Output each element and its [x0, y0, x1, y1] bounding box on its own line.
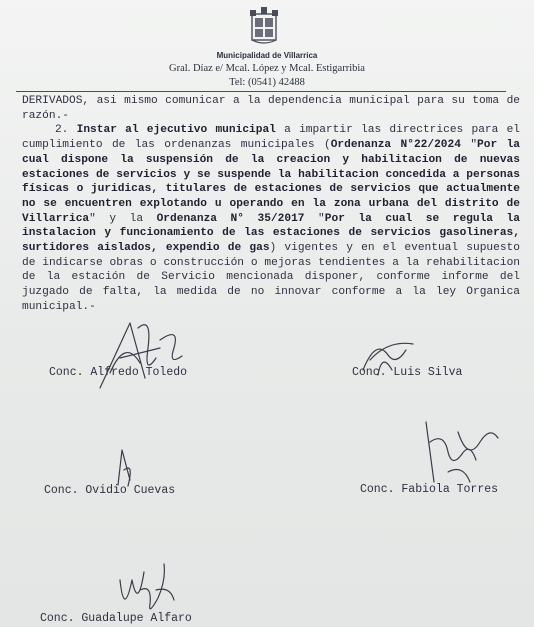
paragraph-2-text-3: " y la: [89, 212, 157, 225]
ordinance-35-2017-title: Por la cual se regula la instalacion y funcionamiento de las estaciones de servicios gasolineras, surtidores aislados, expendio de gas: [22, 212, 520, 255]
paragraph-1: DERIVADOS, asi mismo comunicar a la dependencia municipal para su toma de razón.-: [22, 95, 520, 122]
signer-1-label: Conc. Alfredo Toledo: [49, 366, 188, 379]
paragraph-2: [22, 123, 520, 314]
paragraph-2-text-1: a impartir las directrices para el cumplimiento de las ordenanzas municipales (: [22, 124, 520, 152]
signer-3-label: Conc. Ovidio Cuevas: [44, 484, 176, 497]
signer-2-label: Conc. Luis Silva: [352, 366, 463, 379]
paragraph-2-text-2: ": [460, 139, 478, 152]
municipality-telephone: Tel: (0541) 42488: [229, 77, 305, 88]
resolution-body: [22, 94, 520, 315]
emphasis-instar: Instar al ejecutivo municipal: [76, 124, 276, 137]
signer-4-label: Conc. Fabiola Torres: [360, 483, 499, 496]
municipal-seal-icon: [248, 6, 280, 46]
signature-alfredo-toledo: [90, 318, 190, 403]
paragraph-2-text-4: ": [304, 212, 325, 225]
paragraph-2-number: 2.: [54, 124, 77, 137]
municipality-name: Municipalidad de Villarrica: [216, 51, 318, 60]
signer-5-label: Conc. Guadalupe Alfaro: [40, 612, 192, 625]
header-divider: [16, 91, 506, 92]
municipality-address: Gral. Díaz e/ Mcal. López y Mcal. Estigarribia: [169, 63, 365, 74]
ordinance-22-2024-title: Por la cual dispone la suspensión de la creacion y habilitacion de nuevas estaciones de servicios y se suspende la habilitacion concedida a personas físicas o juridicas, titulares de estaciones de servicios que actualmente no se encuentren explotando u operando en la zona urbana del distrito de Villarrica: [22, 139, 520, 225]
paragraph-2-text-5: ) vigentes y en el eventual supuesto de indicarse obras o construcción o mejoras tendientes a la rehabilitacion de la estación de Servicio mencionada disponer, conforme informe del juzgado de falta, la medida de no innovar conforme a la ley Organica municipal.-: [22, 242, 520, 313]
ordinance-22-2024: Ordenanza N°22/2024: [330, 139, 461, 152]
ordinance-35-2017: Ordenanza N° 35/2017: [156, 212, 305, 225]
